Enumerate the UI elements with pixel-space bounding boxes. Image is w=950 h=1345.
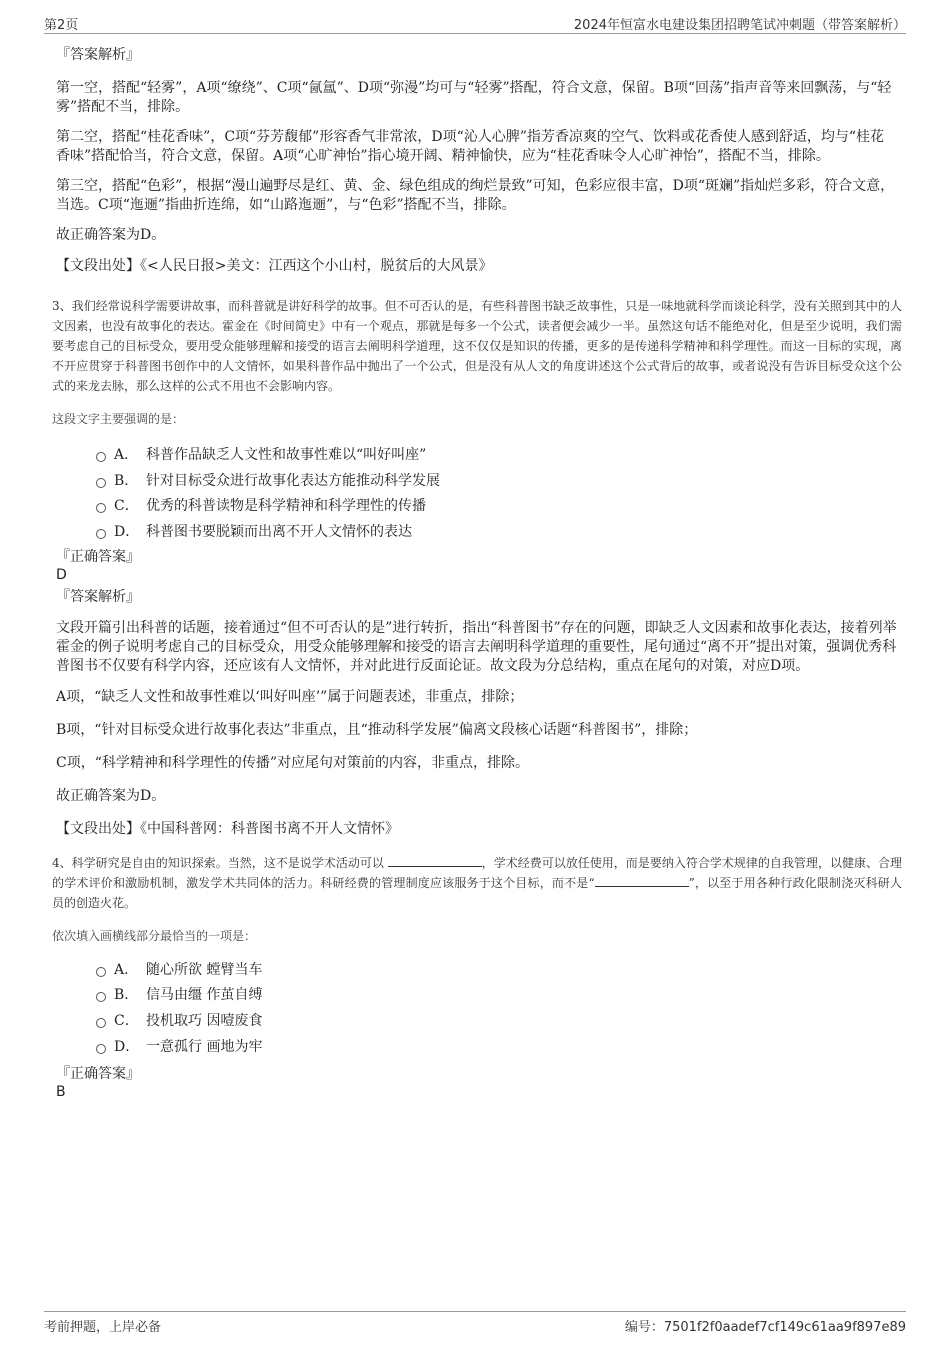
document-title: 2024年恒富水电建设集团招聘笔试冲刺题（带答案解析） — [573, 18, 906, 33]
header-divider — [44, 33, 906, 34]
radio-icon[interactable] — [96, 1018, 106, 1028]
q4-option-c[interactable] — [96, 1009, 898, 1035]
radio-icon[interactable] — [96, 529, 106, 539]
q4-prompt: 依次填入画横线部分最恰当的一项是： — [52, 928, 257, 943]
option-letter: A． — [114, 961, 139, 978]
option-text: 一意孤行 画地为牢 — [146, 1038, 263, 1055]
option-letter: C． — [114, 1013, 139, 1030]
option-letter: B． — [114, 472, 139, 489]
q3-stem: 3、我们经常说科学需要讲故事，而科普就是讲好科学的故事。但不可否认的是，有些科普图书缺乏故事性，只是一味地就科学而谈论科学，没有关照到其中的人文因素，也没有故事化的表达。霍金在《时间简史》中有一个观点，那就是每多一个公式，读者便会减少一半。虽然这句话不能绝对化，但是至少说明，我们需要考虑自己的目标受众，要用受众能够理解和接受的语言去阐明科学道理，这不仅仅是知识的传播，更多的是传递科学精神和科学理性。而这一目标的实现，离不开应贯穿于科普图书创作中的人文情怀，如果科普作品中抛出了一个公式，但是没有从人文的角度讲述这个公式背后的故事，或者说没有告诉目标受众这个公式的来龙去脉，那么这样的公式不用也不会影响内容。 — [52, 299, 902, 393]
option-letter: B． — [114, 987, 139, 1004]
radio-icon[interactable] — [96, 503, 106, 513]
q3-analysis-label: 『答案解析』 — [56, 588, 140, 605]
option-text: 科普图书要脱颖而出离不开人文情怀的表达 — [146, 524, 412, 541]
document-id: 编号：7501f2f0aadef7cf149c61aa9f897e89 — [624, 1320, 906, 1335]
radio-icon[interactable] — [96, 967, 106, 977]
option-text: 科普作品缺乏人文性和故事性难以“叫好叫座” — [146, 447, 427, 463]
page-content — [52, 46, 902, 1101]
option-letter: C． — [114, 498, 139, 515]
q4-answer: B — [56, 1083, 66, 1100]
q3-options — [56, 443, 898, 546]
q3-analysis-b: B项，“针对目标受众进行故事化表达”非重点，且“推动科学发展”偏离文段核心话题“科普图书”，排除； — [56, 721, 698, 738]
q4-stem-part1: 4、科学研究是自由的知识探索。当然，这不是说学术活动可以 — [52, 855, 384, 870]
footer-slogan: 考前押题，上岸必备 — [44, 1320, 162, 1335]
fill-blank-2 — [595, 876, 689, 887]
q2-analysis-label: 『答案解析』 — [56, 47, 140, 63]
radio-icon[interactable] — [96, 478, 106, 488]
option-text: 投机取巧 因噎废食 — [146, 1013, 263, 1030]
page-number: 第2页 — [44, 18, 79, 33]
q2-conclusion: 故正确答案为D。 — [56, 227, 166, 243]
q3-answer: D — [56, 566, 67, 583]
q3-option-a[interactable] — [96, 443, 898, 469]
q2-analysis-p2: 第二空，搭配“桂花香味”，C项“芬芳馥郁”形容香气非常浓，D项“沁人心脾”指芳香凉爽的空气、饮料或花香使人感到舒适，均与“桂花香味”搭配恰当，符合文意，保留。A项“心旷神怡”指心境开阔、精神愉快，应为“桂花香味令人心旷神怡”，搭配不当，排除。 — [56, 129, 885, 164]
q3-analysis-p1: 文段开篇引出科普的话题，接着通过“但不可否认的是”进行转折，指出“科普图书”存在的问题，即缺乏人文因素和故事化表达，接着列举霍金的例子说明考虑自己的目标受众，用受众能够理解和接受的语言去阐明科学道理的重要性，尾句通过“离不开”提出对策，强调优秀科普图书不仅要有科学内容，还应该有人文情怀，并对此进行反面论证。故文段为分总结构，重点在尾句的对策，对应D项。 — [56, 619, 897, 674]
q3-option-b[interactable] — [96, 469, 898, 495]
q3-source: 【文段出处】《中国科普网：科普图书离不开人文情怀》 — [56, 820, 399, 837]
q4-options — [56, 958, 898, 1061]
q3-analysis-a: A项，“缺乏人文性和故事性难以‘叫好叫座’”属于问题表述，非重点，排除； — [56, 688, 524, 705]
q3-answer-label: 『正确答案』 — [56, 548, 140, 565]
radio-icon[interactable] — [96, 1044, 106, 1054]
option-letter: D． — [114, 524, 140, 541]
footer-divider — [44, 1311, 906, 1312]
q3-prompt: 这段文字主要强调的是： — [52, 412, 185, 426]
radio-icon[interactable] — [96, 452, 106, 462]
q4-stem — [52, 853, 902, 913]
q4-option-b[interactable] — [96, 983, 898, 1009]
option-text: 优秀的科普读物是科学精神和科学理性的传播 — [146, 498, 426, 515]
q3-option-d[interactable] — [96, 520, 898, 546]
q2-source: 【文段出处】《<人民日报>美文：江西这个小山村，脱贫后的大风景》 — [56, 258, 493, 274]
q2-analysis-p3: 第三空，搭配“色彩”，根据“漫山遍野尽是红、黄、金、绿色组成的绚烂景致”可知，色彩应很丰富，D项“斑斓”指灿烂多彩，符合文意，当选。C项“迤逦”指曲折连绵，如“山路迤逦”，与“色彩”搭配不当，排除。 — [56, 178, 895, 213]
q4-stem-part3: ”，以至于用各种行政化限制浇灭科研人员的创造火花。 — [52, 875, 902, 910]
option-letter: D． — [114, 1038, 140, 1055]
radio-icon[interactable] — [96, 992, 106, 1002]
q3-conclusion: 故正确答案为D。 — [56, 787, 166, 804]
option-text: 信马由缰 作茧自缚 — [146, 987, 263, 1004]
q4-stem-part2: ，学术经费可以放任使用，而是要纳入符合学术规律的自我管理，以健康、合理的学术评价和激励机制，激发学术共同体的活力。科研经费的管理制度应该服务于这个目标，而不是“ — [52, 855, 902, 890]
page-header — [44, 14, 906, 32]
q3-option-c[interactable] — [96, 494, 898, 520]
option-text: 随心所欲 螳臂当车 — [146, 961, 263, 978]
fill-blank-1 — [388, 856, 482, 867]
option-letter: A． — [114, 447, 139, 463]
q4-option-d[interactable] — [96, 1035, 898, 1061]
q4-option-a[interactable] — [96, 958, 898, 984]
q4-answer-label: 『正确答案』 — [56, 1065, 140, 1082]
option-text: 针对目标受众进行故事化表达方能推动科学发展 — [146, 472, 440, 489]
q3-analysis-c: C项，“科学精神和科学理性的传播”对应尾句对策前的内容，非重点，排除。 — [56, 754, 530, 771]
q2-analysis-p1: 第一空，搭配“轻雾”，A项“缭绕”、C项“氤氲”、D项“弥漫”均可与“轻雾”搭配，符合文意，保留。B项“回荡”指声音等来回飘荡，与“轻雾”搭配不当，排除。 — [56, 80, 892, 115]
